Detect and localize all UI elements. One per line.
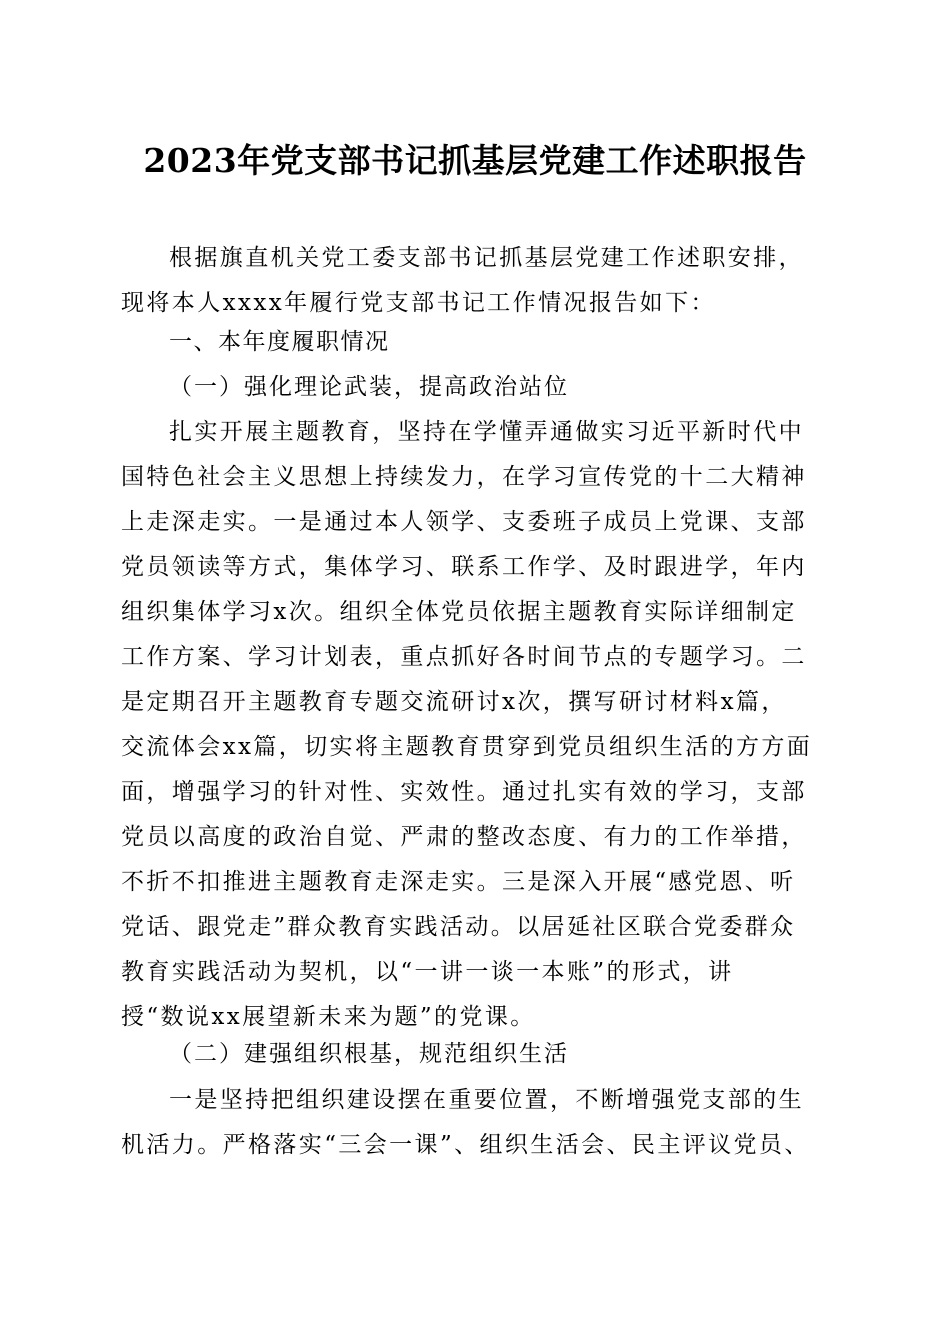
paragraph-line: 扎实开展主题教育，坚持在学懂弄通做实习近平新时代中 [169,419,804,445]
paragraph-line: 教育实践活动为契机，以“一讲一谈一本账”的形式，讲 [121,959,734,985]
paragraph-line: 党员以高度的政治自觉、严肃的整改态度、有力的工作举措， [121,824,807,850]
paragraph-line: 不折不扣推进主题教育走深走实。三是深入开展“感党恩、听 [121,869,796,895]
paragraph-line: 上走深走实。一是通过本人领学、支委班子成员上党课、支部 [121,509,807,535]
paragraph-line: 组织集体学习x次。组织全体党员依据主题教育实际详细制定 [121,599,797,625]
paragraph-line: 党话、跟党走”群众教育实践活动。以居延社区联合党委群众 [121,914,796,940]
paragraph-line: 国特色社会主义思想上持续发力，在学习宣传党的十二大精神 [121,464,807,490]
paragraph-line: 面，增强学习的针对性、实效性。通过扎实有效的学习，支部 [121,779,807,805]
subsection-2-heading: （二）建强组织根基，规范组织生活 [169,1041,569,1067]
intro-line: 现将本人xxxx年履行党支部书记工作情况报告如下： [121,290,716,316]
section-1-heading: 一、本年度履职情况 [169,329,390,355]
subsection-2-paragraph [121,1078,829,1168]
paragraph-line: 一是坚持把组织建设摆在重要位置，不断增强党支部的生 [169,1087,804,1113]
subsection-1-heading: （一）强化理论武装，提高政治站位 [169,374,569,400]
paragraph-line: 机活力。严格落实“三会一课”、组织生活会、民主评议党员、 [121,1132,810,1158]
paragraph-line: 是定期召开主题教育专题交流研讨x次，撰写研讨材料x篇， [121,689,787,715]
paragraph-line: 交流体会xx篇，切实将主题教育贯穿到党员组织生活的方方面 [121,734,813,760]
intro-line: 根据旗直机关党工委支部书记抓基层党建工作述职安排， [169,245,804,271]
subsection-1-paragraph [121,410,829,1040]
intro-paragraph [121,236,829,326]
paragraph-line: 党员领读等方式，集体学习、联系工作学、及时跟进学，年内 [121,554,807,580]
document-title: 2023年党支部书记抓基层党建工作述职报告 [143,141,807,180]
paragraph-line: 工作方案、学习计划表，重点抓好各时间节点的专题学习。二 [121,644,807,670]
paragraph-line: 授“数说xx展望新未来为题”的党课。 [121,1004,536,1030]
